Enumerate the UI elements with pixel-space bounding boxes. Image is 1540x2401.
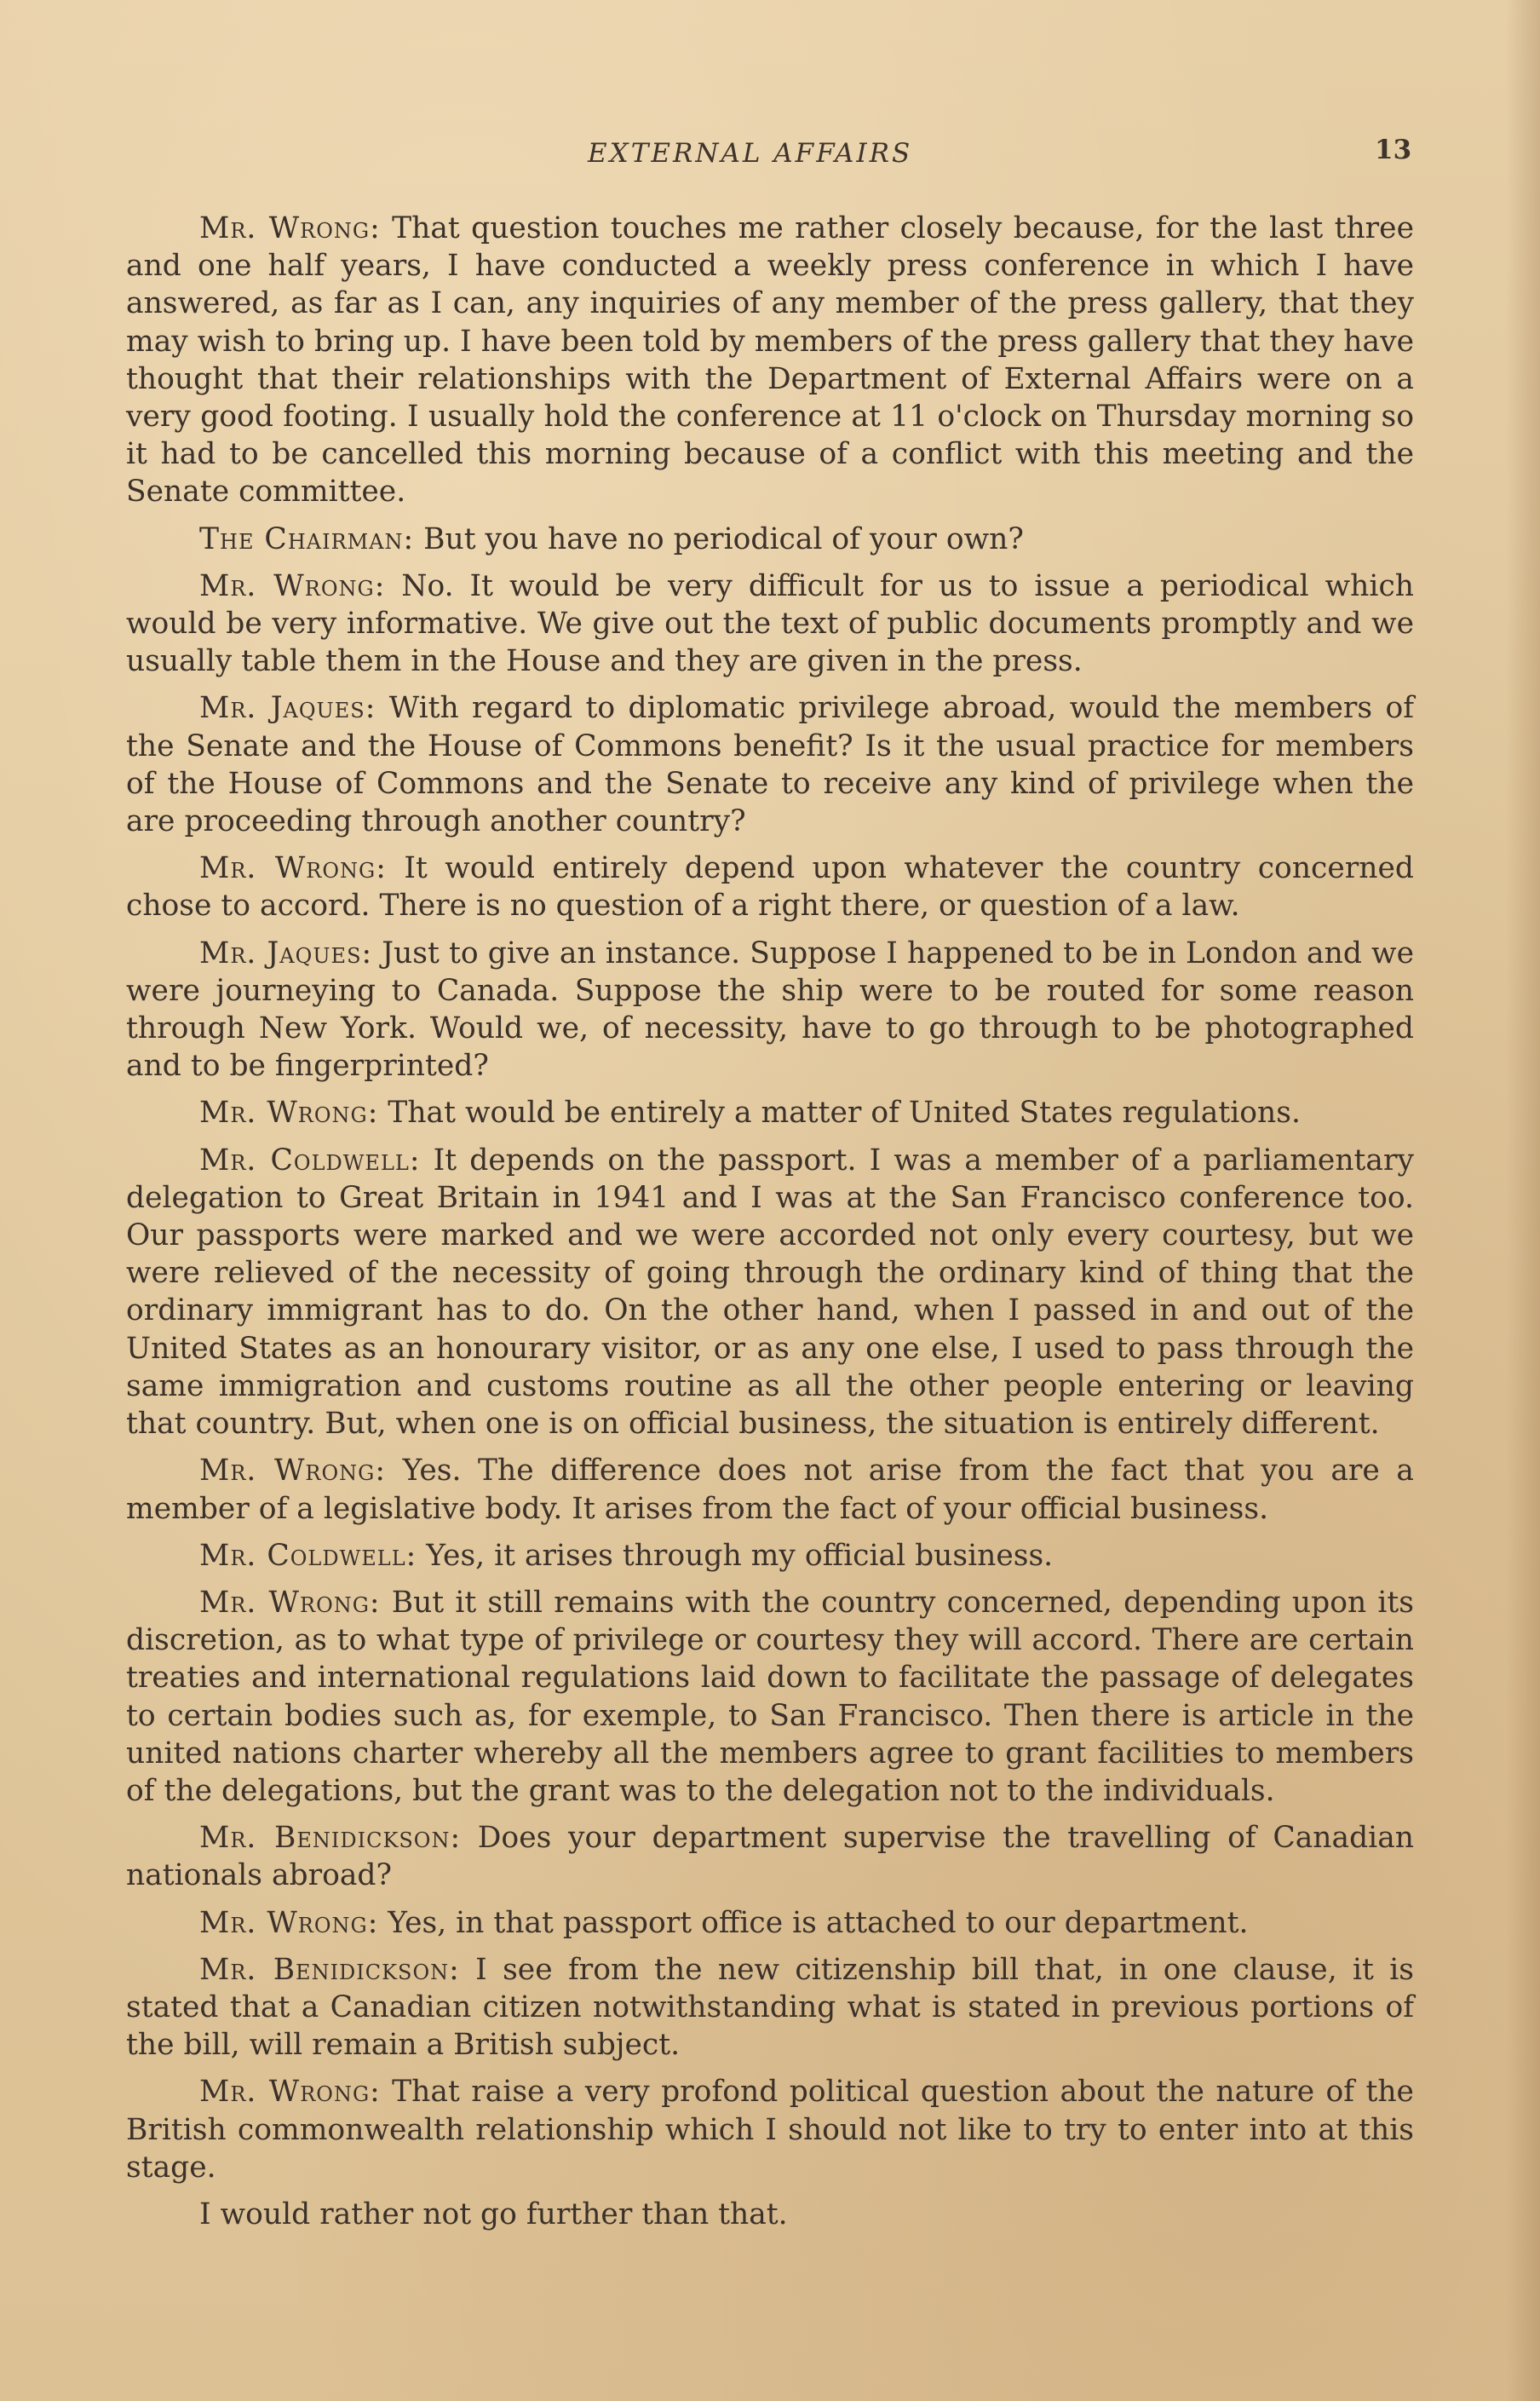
transcript-paragraph bbox=[126, 935, 1414, 1085]
paragraph-text: Does your department supervise the travelling of Canadian nationals abroad? bbox=[126, 1821, 1414, 1893]
paragraph-text: Yes. The difference does not arise from the fact that you are a member of a legislative body. It arises from the fact of your official business. bbox=[126, 1454, 1414, 1526]
speaker-name: Mr. Wrong: bbox=[199, 211, 381, 245]
transcript-paragraph bbox=[126, 849, 1414, 924]
paragraph-text: It would entirely depend upon whatever the country concerned chose to accord. There is no question of a right there, or question of a law. bbox=[126, 851, 1414, 924]
paragraph-text: But it still remains with the country concerned, depending upon its discretion, as to what type of privilege or courtesy they will accord. There are certain treaties and international regulations laid down to facilitate the passage of delegates to certain bodies such as, for exemple, to San Francisco. Then there is article in the united nations charter whereby all the members agree to grant facilities to members of the delegations, but the grant was to the delegation not to the individuals. bbox=[126, 1585, 1414, 1808]
speaker-name: Mr. Wrong: bbox=[199, 1454, 386, 1488]
transcript-paragraph bbox=[126, 1452, 1414, 1527]
speaker-name: Mr. Wrong: bbox=[199, 568, 386, 603]
speaker-name: Mr. Benidickson: bbox=[199, 1821, 462, 1856]
transcript-paragraph bbox=[126, 567, 1414, 681]
paragraph-text: I would rather not go further than that. bbox=[199, 2197, 788, 2231]
paragraph-text: Yes, in that passport office is attached to our department. bbox=[378, 1905, 1249, 1940]
paragraph-text: With regard to diplomatic privilege abroad, would the members of the Senate and the House of Commons benefit? Is it the usual practice for members of the House of Commons and the Senate to receive any kind of privilege when the are proceeding through another country? bbox=[126, 691, 1414, 839]
transcript-paragraph bbox=[126, 1537, 1414, 1575]
speaker-name: Mr. Wrong: bbox=[199, 1905, 379, 1940]
paragraph-text: That would be entirely a matter of United States regulations. bbox=[378, 1096, 1301, 1131]
speaker-name: Mr. Wrong: bbox=[199, 851, 387, 886]
speaker-name: Mr. Wrong: bbox=[199, 1585, 381, 1620]
paragraph-text: It depends on the passport. I was a member of a parliamentary delegation to Great Britain in 1941 and I was at the San Francisco conference too. Our passports were marked and we were accorded not only every courtesy, but we were relieved of the necessity of going through the ordinary kind of thing that the ordinary immigrant has to do. On the other hand, when I passed in and out of the United States as an honourary visitor, or as any one else, I used to pass through the same immigration and customs routine as all the other people entering or leaving that country. But, when one is on official business, the situation is entirely different. bbox=[126, 1143, 1414, 1442]
transcript-paragraph bbox=[126, 1819, 1414, 1894]
paragraph-text: I see from the new citizenship bill that, in one clause, it is stated that a Canadian citizen notwithstanding what is stated in previous portions of the bill, will remain a British subject. bbox=[126, 1952, 1414, 2063]
transcript-paragraph bbox=[126, 1584, 1414, 1810]
transcript-paragraph bbox=[126, 210, 1414, 511]
transcript-paragraph bbox=[126, 2073, 1414, 2186]
transcript-paragraph bbox=[126, 1142, 1414, 1443]
transcript-body bbox=[126, 210, 1414, 2243]
speaker-name: Mr. Coldwell: bbox=[199, 1143, 421, 1177]
transcript-paragraph bbox=[126, 689, 1414, 840]
paragraph-text: That question touches me rather closely because, for the last three and one half years, I have conducted a weekly press conference in which I have answered, as far as I can, any inquiries of any member of the press gallery, that they may wish to bring up. I have been told by members of the press gallery that they have thought that their relationships with the Department of External Affairs were on a very good footing. I usually hold the conference at 11 o'clock on Thursday morning so it had to be cancelled this morning because of a conflict with this meeting and the Senate committee. bbox=[126, 211, 1414, 510]
running-head: EXTERNAL AFFAIRS bbox=[588, 138, 913, 169]
transcript-paragraph bbox=[126, 2196, 1414, 2233]
paragraph-text: That raise a very profond political question about the nature of the British commonwealth relationship which I should not like to try to enter into at this stage. bbox=[126, 2075, 1414, 2185]
paragraph-text: Yes, it arises through my official business. bbox=[417, 1538, 1054, 1573]
speaker-name: Mr. Wrong: bbox=[199, 1096, 379, 1131]
speaker-name: Mr. Wrong: bbox=[199, 2075, 381, 2110]
transcript-paragraph bbox=[126, 1951, 1414, 2064]
speaker-name: Mr. Jaques: bbox=[199, 691, 376, 726]
transcript-paragraph bbox=[126, 521, 1414, 558]
paragraph-text: No. It would be very difficult for us to issue a periodical which would be very informative. We give out the text of public documents promptly and we usually table them in the House and they are given in the press. bbox=[126, 568, 1414, 679]
paragraph-text: But you have no periodical of your own? bbox=[414, 521, 1024, 556]
page-edge-shadow bbox=[1506, 0, 1540, 2401]
speaker-name: Mr. Jaques: bbox=[199, 936, 373, 970]
transcript-paragraph bbox=[126, 1094, 1414, 1131]
page-number: 13 bbox=[1375, 135, 1412, 165]
speaker-name: Mr. Benidickson: bbox=[199, 1952, 460, 1987]
speaker-name: The Chairman: bbox=[199, 521, 415, 556]
speaker-name: Mr. Coldwell: bbox=[199, 1538, 417, 1573]
paragraph-text: Just to give an instance. Suppose I happened to be in London and we were journeying to Canada. Suppose the ship were to be routed for some reason through New York. Would we, of necessity, have to go through to be photographed and to be fingerprinted? bbox=[126, 936, 1414, 1084]
transcript-paragraph bbox=[126, 1904, 1414, 1942]
